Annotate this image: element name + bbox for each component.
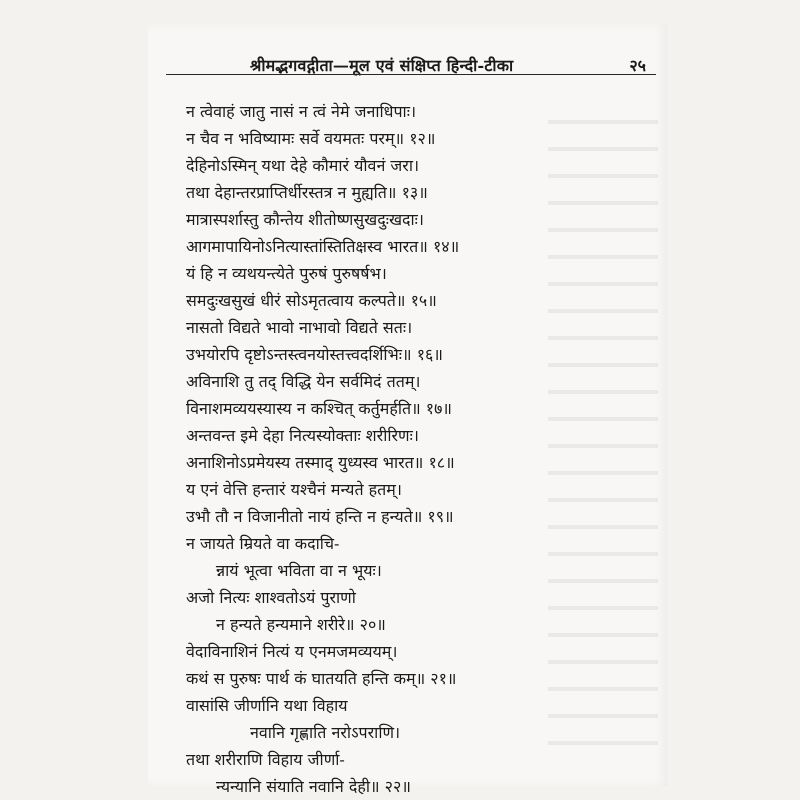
verse-line: कथं स पुरुषः पार्थ कं घातयति हन्ति कम्॥ २१॥ xyxy=(186,669,457,688)
header-title: श्रीमद्भगवद्गीता—मूल एवं संक्षिप्त हिन्दी-टीका xyxy=(250,56,514,75)
verse-line: न्नायं भूत्वा भविता वा न भूयः। xyxy=(216,561,382,580)
verse-line: तथा देहान्तरप्राप्तिर्धीरस्तत्र न मुह्यति॥ १३॥ xyxy=(186,183,428,202)
verse-line: वेदाविनाशिनं नित्यं य एनमजमव्ययम्। xyxy=(186,642,398,661)
verse-line: य एनं वेत्ति हन्तारं यश्चैनं मन्यते हतम्। xyxy=(186,480,402,499)
verse-line: उभयोरपि दृष्टोऽन्तस्त्वनयोस्तत्त्वदर्शिभिः॥ १६॥ xyxy=(186,345,443,364)
page-number: २५ xyxy=(629,56,646,75)
verse-line: न्यन्यानि संयाति नवानि देही॥ २२॥ xyxy=(216,777,411,796)
verse-line: न चैव न भविष्यामः सर्वे वयमतः परम्॥ १२॥ xyxy=(186,129,436,148)
verse-line: उभौ तौ न विजानीतो नायं हन्ति न हन्यते॥ १९॥ xyxy=(186,507,454,526)
verse-line: अनाशिनोऽप्रमेयस्य तस्माद् युध्यस्व भारत॥ १८॥ xyxy=(186,453,455,472)
verse-line: न हन्यते हन्यमाने शरीरे॥ २०॥ xyxy=(216,615,386,634)
verse-line: अविनाशि तु तद् विद्धि येन सर्वमिदं ततम्। xyxy=(186,372,421,391)
verse-line: देहिनोऽस्मिन् यथा देहे कौमारं यौवनं जरा। xyxy=(186,156,420,175)
verse-line: समदुःखसुखं धीरं सोऽमृतत्वाय कल्पते॥ १५॥ xyxy=(186,291,437,310)
verse-line: आगमापायिनोऽनित्यास्तांस्तितिक्षस्व भारत॥ १४॥ xyxy=(186,237,460,256)
verse-line: वासांसि जीर्णानि यथा विहाय xyxy=(186,696,348,715)
verse-line: न जायते म्रियते वा कदाचि- xyxy=(186,534,340,553)
verse-line: न त्वेवाहं जातु नासं न त्वं नेमे जनाधिपाः। xyxy=(186,102,417,121)
header-rule xyxy=(166,74,656,75)
verse-line: विनाशमव्ययस्यास्य न कश्चित् कर्तुमर्हति॥ १७॥ xyxy=(186,399,452,418)
book-page xyxy=(148,24,668,796)
verse-line: तथा शरीराणि विहाय जीर्णा- xyxy=(186,750,345,769)
verse-line: अजो नित्यः शाश्वतोऽयं पुराणो xyxy=(186,588,356,607)
verse-line: नासतो विद्यते भावो नाभावो विद्यते सतः। xyxy=(186,318,413,337)
verse-line: अन्तवन्त इमे देहा नित्यस्योक्ताः शरीरिणः। xyxy=(186,426,419,445)
verse-line: मात्रास्पर्शास्तु कौन्तेय शीतोष्णसुखदुःखदाः। xyxy=(186,210,424,229)
verse-line: यं हि न व्यथयन्त्येते पुरुषं पुरुषर्षभ। xyxy=(186,264,387,283)
verse-block xyxy=(186,98,656,800)
verse-line: नवानि गृह्णाति नरोऽपराणि। xyxy=(250,723,401,742)
